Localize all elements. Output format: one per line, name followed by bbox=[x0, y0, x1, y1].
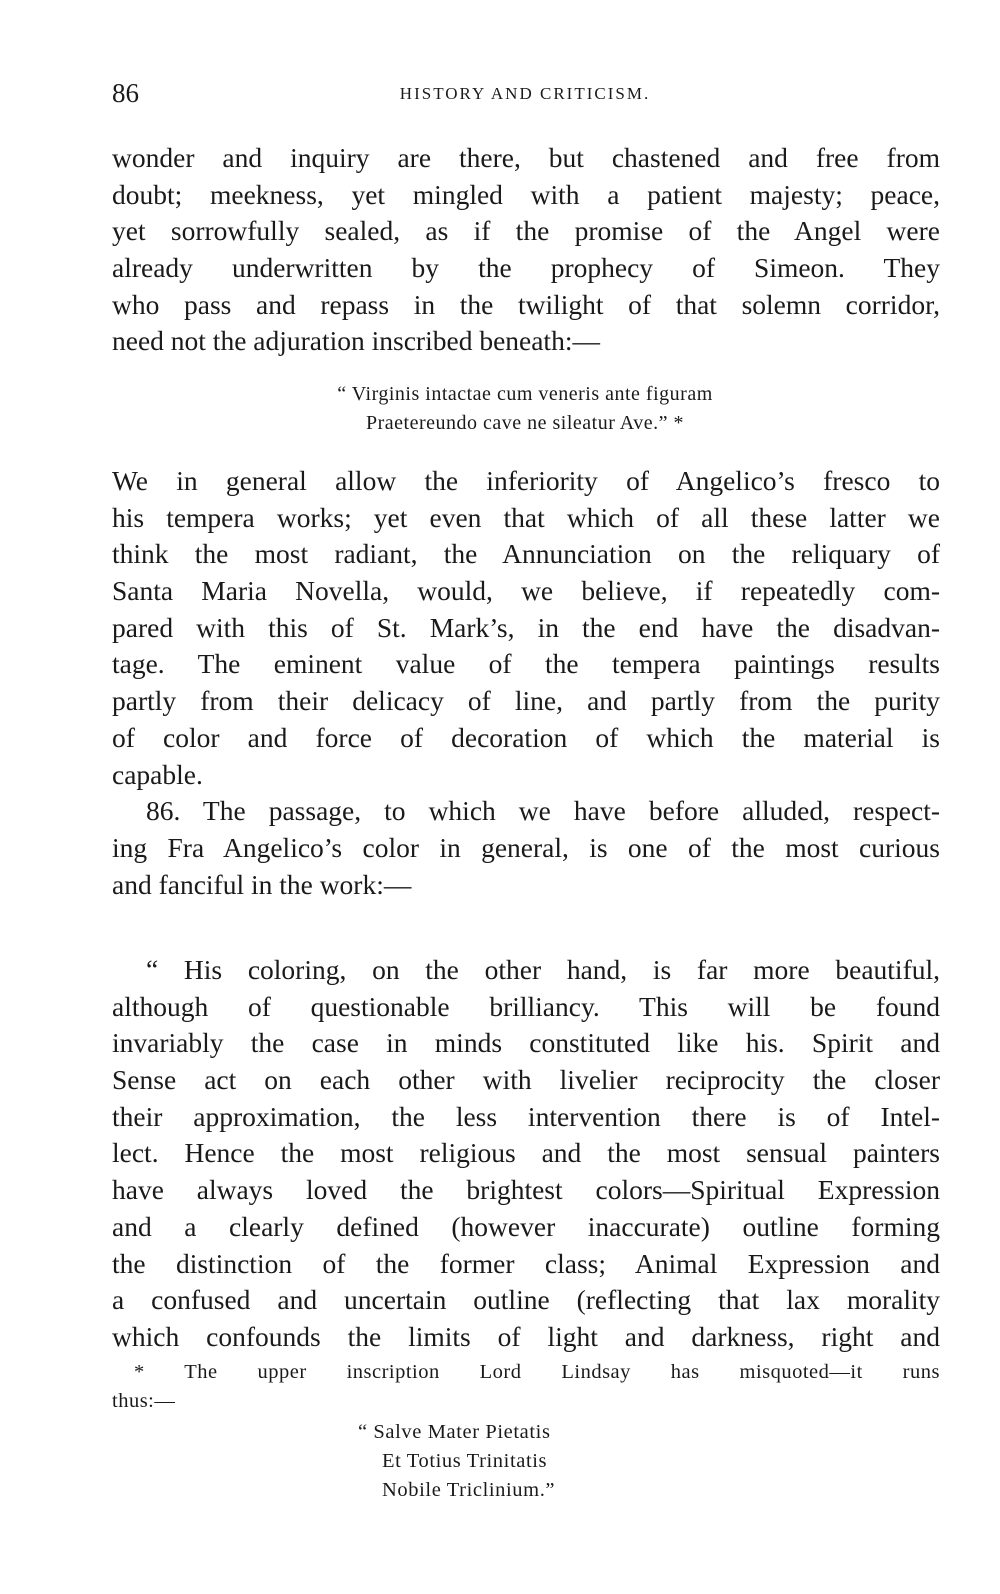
text-line: think the most radiant, the Annunciation on the reliquary of bbox=[112, 538, 940, 570]
text-line: have always loved the brightest colors—Spiritual Expression bbox=[112, 1174, 940, 1206]
quotation bbox=[112, 952, 940, 1356]
text-line: tage. The eminent value of the tempera paintings results bbox=[112, 648, 940, 680]
verse-line: Nobile Triclinium.” bbox=[382, 1479, 556, 1501]
text-line: and fanciful in the work:— bbox=[112, 868, 412, 900]
text-line: “ His coloring, on the other hand, is far more beautiful, bbox=[146, 954, 940, 985]
running-title: HISTORY AND CRITICISM. bbox=[399, 84, 651, 103]
paragraph-1 bbox=[112, 140, 940, 360]
footnote-verse bbox=[358, 1418, 555, 1505]
text-line: need not the adjuration inscribed beneath:— bbox=[112, 325, 600, 357]
page-number: 86 bbox=[112, 78, 139, 108]
text-line: their approximation, the less intervention there is of Intel- bbox=[112, 1100, 940, 1132]
text-line: partly from their delicacy of line, and partly from the purity bbox=[112, 685, 940, 717]
text-line: and a clearly defined (however inaccurate) outline forming bbox=[112, 1210, 940, 1242]
text-line: pared with this of St. Mark’s, in the end have the disadvan- bbox=[112, 611, 940, 643]
text-line: ing Fra Angelico’s color in general, is one of the most curious bbox=[112, 831, 940, 863]
text-line: the distinction of the former class; Animal Expression and bbox=[112, 1247, 940, 1279]
text-line: doubt; meekness, yet mingled with a patient majesty; peace, bbox=[112, 178, 940, 210]
verse-line: Et Totius Trinitatis bbox=[382, 1450, 548, 1472]
text-line: capable. bbox=[112, 758, 203, 790]
footnote-line: thus:— bbox=[112, 1390, 176, 1412]
text-line: a confused and uncertain outline (reflecting that lax morality bbox=[112, 1284, 940, 1316]
text-line: lect. Hence the most religious and the most sensual painters bbox=[112, 1137, 940, 1169]
inscription-line: “ Virginis intactae cum veneris ante figuram bbox=[337, 383, 713, 405]
text-line: yet sorrowfully sealed, as if the promise of the Angel were bbox=[112, 215, 940, 247]
footnote-line: * The upper inscription Lord Lindsay has misquoted—it runs bbox=[134, 1361, 940, 1383]
text-line: who pass and repass in the twilight of that solemn corridor, bbox=[112, 288, 940, 320]
text-line: his tempera works; yet even that which of all these latter we bbox=[112, 501, 940, 533]
text-line: wonder and inquiry are there, but chastened and free from bbox=[112, 142, 940, 173]
footnote bbox=[112, 1358, 940, 1416]
paragraph-2 bbox=[112, 463, 940, 903]
text-line: of color and force of decoration of which the material is bbox=[112, 721, 940, 753]
text-line: 86. The passage, to which we have before alluded, respect- bbox=[146, 795, 940, 827]
text-line: We in general allow the inferiority of Angelico’s fresco to bbox=[112, 465, 940, 496]
text-line: which confounds the limits of light and darkness, right and bbox=[112, 1320, 940, 1352]
verse-line: “ Salve Mater Pietatis bbox=[358, 1421, 551, 1443]
inscription-line: Praetereundo cave ne sileatur Ave.” * bbox=[366, 412, 684, 434]
text-line: Sense act on each other with livelier reciprocity the closer bbox=[112, 1064, 940, 1096]
text-line: Santa Maria Novella, would, we believe, if repeatedly com- bbox=[112, 575, 940, 607]
text-line: although of questionable brilliancy. This will be found bbox=[112, 990, 940, 1022]
text-line: invariably the case in minds constituted like his. Spirit and bbox=[112, 1027, 940, 1059]
text-line: already underwritten by the prophecy of Simeon. They bbox=[112, 252, 940, 284]
